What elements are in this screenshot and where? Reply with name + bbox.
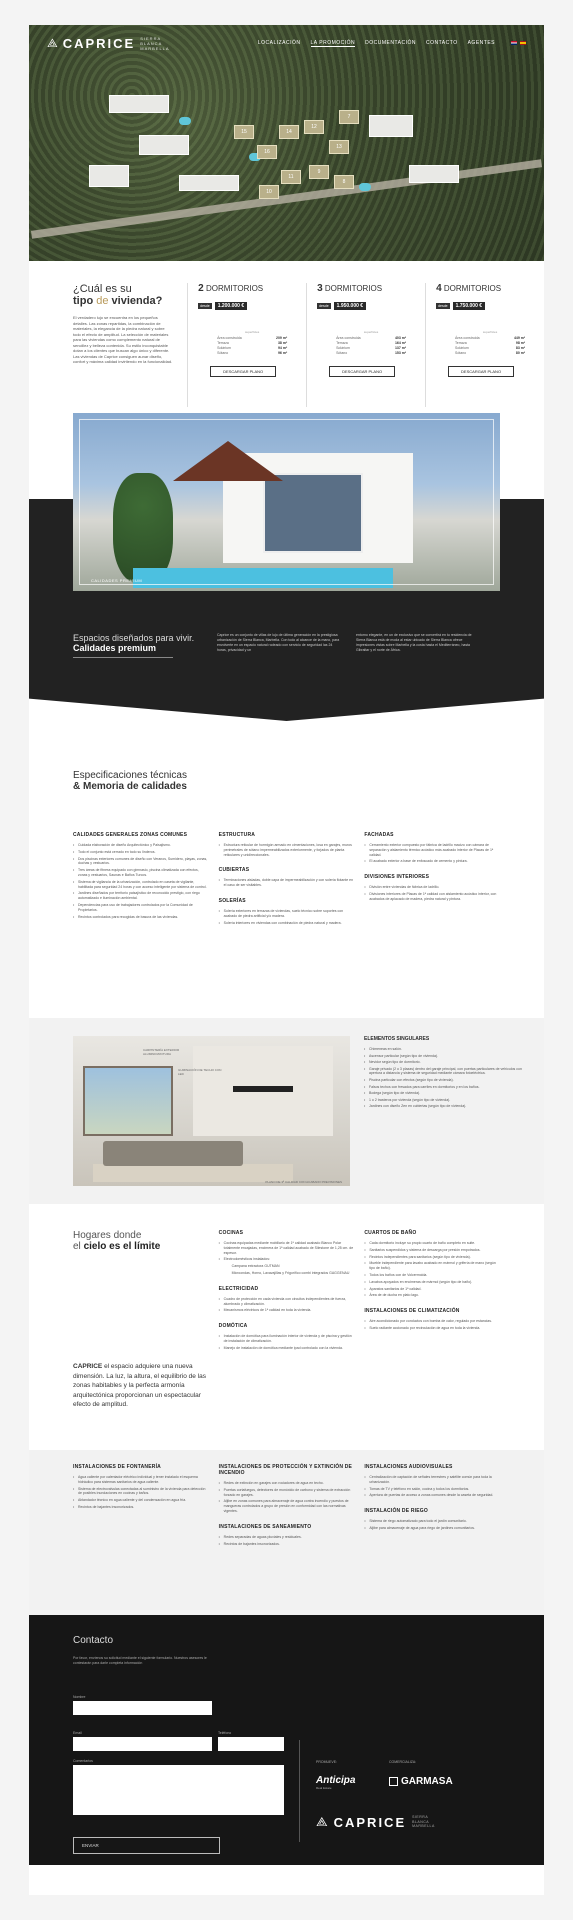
list-item: • Recintos controlados para recogidas de basura de las viviendas. (73, 915, 209, 920)
specs-header: superficies (244, 330, 260, 334)
gallery-paragraph-1: Caprice es un conjunto de villas de lujo de última generación en la prestigiosa urbanización de Sierra Blanca, Marbella. Con todo al alcance de la mano, para envolverte en un espacio natural rodeado con servicio de seguridad las 24 horas, privacidad y un (217, 633, 340, 652)
list-item: • Instalación de domótica para iluminación interior de vivienda y de piscina y gestión de instalación de climatización. (219, 1334, 355, 1344)
garmasa-logo[interactable] (389, 1776, 453, 1787)
spec-value: 209 m² (276, 336, 288, 340)
callout-label: CARPINTERÍA EXTERIOR ALUMINIO/ROTURA (143, 1048, 180, 1056)
specs-heading (73, 770, 500, 792)
spec-list (364, 1519, 500, 1531)
caprice-logo-icon: ⟁ (47, 35, 58, 50)
plot[interactable]: 8 (334, 175, 354, 189)
unit-card-4-bed (425, 283, 544, 407)
unit-num: 4 (436, 283, 442, 294)
email-label: Email (73, 1731, 82, 1735)
divider (299, 1740, 300, 1842)
list-item: • Cuidada elaboración de diseño Arquitectónico y Paisajismo. (73, 843, 209, 848)
list-item: • Apertura de puertas de acceso a zonas comunes desde la caseta de seguridad. (364, 1493, 500, 1498)
spec-label: Área construida (217, 336, 242, 340)
list-item: • Jardines con diseño Zen en cubiertas (según tipo de vivienda). (364, 1104, 534, 1109)
spec-heading: CALIDADES GENERALES ZONAS COMUNES (73, 832, 188, 838)
menu-item-promocion[interactable]: LA PROMOCIÓN (310, 39, 356, 46)
list-item: • Sistema de vigilancia de la urbanización, controlado en caseta de vigilante, habilitada para seguridad 24 horas y con acceso inteligente por sistema de control. (73, 880, 209, 890)
spec-value: 403 m² (394, 336, 407, 340)
list-item: • Piscina particular con efectos (según tipo de vivienda). (364, 1078, 534, 1083)
list-item: • Recintos de bajantes insonorizados. (73, 1505, 209, 1510)
price-box (198, 302, 247, 310)
spec-list (364, 885, 500, 901)
heading-part: de (96, 295, 109, 307)
name-label: Nombre (73, 1695, 86, 1699)
plot[interactable]: 15 (234, 125, 254, 139)
spec-heading: COCINAS (218, 1230, 244, 1236)
spec-label: Área construida (336, 336, 361, 340)
plot[interactable]: 11 (281, 170, 301, 184)
spec-label: Solárium (455, 346, 469, 350)
price-value: 1.750.000 € (453, 302, 485, 310)
list-item: • Sistema de riego automatizado para todo el jardín comunitario. (364, 1519, 500, 1524)
spacer (219, 1516, 355, 1524)
installations-section (29, 1450, 544, 1615)
spec-heading: ESTRUCTURA (218, 832, 256, 838)
spacer (219, 1315, 355, 1323)
brand-sub: SIERRA BLANCA MARBELLA (412, 1815, 435, 1829)
spanish-flag-icon[interactable] (520, 41, 526, 45)
spec-heading: SOLERÍAS (218, 897, 246, 904)
plot[interactable]: 16 (257, 145, 277, 159)
photo-frame (79, 419, 494, 585)
contact-intro: Por favor, envíenos su solicitud mediante el siguiente formulario. Nuestros asesores le contestarán para darle completa información (73, 1656, 207, 1665)
specs-header: superficies (482, 330, 498, 334)
spec-list (219, 1481, 355, 1514)
photo-caption: PLANO DE 3ª CALIDAD CON ACABADO PREVISIONES (265, 1180, 342, 1184)
spacer (219, 890, 355, 898)
spec-label: Área construida (455, 336, 480, 340)
anticipa-logo[interactable] (316, 1775, 355, 1790)
spec-heading: INSTALACIONES DE CLIMATIZACIÓN (364, 1308, 460, 1315)
spec-list (73, 1475, 209, 1510)
plot[interactable]: 10 (259, 185, 279, 199)
price-from: desde (319, 304, 329, 308)
spec-columns (73, 832, 500, 927)
list-item: Microondas, Horno, Lavavajillas y Frigorífico combi integrados GAGGENAU (231, 1270, 350, 1275)
price-value: 1.950.000 € (334, 302, 366, 310)
hogares-section (29, 1204, 544, 1450)
spec-label: Sótano (455, 351, 467, 355)
heading-part: & Memoria de calidades (73, 781, 187, 792)
list-item: • Jardines diseñados por territorio paisajístico de reconocido prestigio, con riego automatizado e iluminación ambiental. (73, 891, 209, 901)
list-item: • Manejo de instalación de domótica mediante ipad controlado con la vivienda. (219, 1346, 355, 1351)
phone-label: Teléfono (218, 1731, 232, 1735)
building (409, 165, 459, 183)
list-item: • Mueble independiente para lavabo acabado en mármol y grifería de mano (según tipo de baño). (364, 1261, 500, 1271)
menu-item-localizacion[interactable]: LOCALIZACIÓN (257, 40, 301, 46)
menu-item-documentacion[interactable]: DOCUMENTACIÓN (365, 40, 416, 46)
spec-list (364, 1047, 534, 1109)
list-item: • Lavabos apoyados en encimeras de mármol (según tipo de baño). (364, 1280, 500, 1285)
brand-logo[interactable] (47, 36, 168, 51)
spec-list (219, 843, 355, 857)
list-item: • Mecanismos eléctricos de 1ª calidad en toda la vivienda. (219, 1308, 355, 1313)
building (89, 165, 129, 187)
spec-list (364, 1241, 500, 1298)
unit-specs (436, 330, 544, 356)
spec-list (364, 843, 500, 864)
list-item: • División entre viviendas de fábrica de ladrillo. (364, 885, 500, 890)
name-input[interactable] (73, 1701, 212, 1715)
divider (73, 657, 173, 658)
chevron-divider (29, 693, 544, 721)
spec-label: Sótano (217, 351, 229, 355)
plot[interactable]: 14 (279, 125, 299, 139)
photo-caption: CALIDADES PREMIUM (91, 578, 143, 583)
brand-sub: SIERRA BLANCA MARBELLA (140, 35, 170, 51)
spec-value: 83 m² (515, 346, 526, 350)
heading-part: vivienda? (111, 295, 163, 307)
list-item: • Aire acondicionado por conductos con bomba de calor, regulado por estancias. (364, 1319, 500, 1324)
building (139, 135, 189, 155)
spec-value: 98 m² (515, 341, 526, 345)
price-value: 1.200.000 € (215, 302, 247, 310)
price-from: desde (200, 304, 210, 308)
list-item: • Garaje privado (2 o 3 plazas) dentro del garaje principal, con puertas particulares de vehículos con apertura a distancia y sistema de seguridad mediante cámara fotoeléctrica. (364, 1067, 534, 1076)
list-item: • Recintos de bajantes insonorizados. (219, 1542, 355, 1547)
list-item: • Tres áreas de fitness equipado con gimnasio, piscina climatizada con efectos, zonas y vestuarios, Saunas e Baños Turcos. (73, 868, 209, 878)
list-item: • El acabado exterior a base de enfoscado de cemento y pintura. (364, 859, 500, 864)
anticipa-sub: Real Estate (316, 1786, 332, 1790)
price-box (317, 302, 366, 310)
list-item: • Sistema de electrovalvulas conectadas al suministro de la vivienda para detección de posibles inundaciones en cocinas y baños. (73, 1487, 209, 1497)
spec-label: Sótano (336, 351, 348, 355)
unit-specs (198, 330, 306, 356)
spec-label: Solárium (217, 346, 231, 350)
list-item: • Aljibe para almacenaje de agua para riego de jardines comunitarios. (364, 1526, 500, 1531)
list-item: • Estructura reticular de hormigón armado en cimentaciones, losa en garajes, muros perimetrales de sótano impermeabilizados exteriormente, y forjados de planta reticulares y unidireccionales. (219, 843, 355, 857)
list-item: • Ablandador técnico en agua caliente y del condensación en agua fría. (73, 1498, 209, 1503)
promoter-label: PROMUEVE: (316, 1760, 338, 1764)
room-fireplace (233, 1086, 293, 1092)
garmasa-name: GARMASA (401, 1776, 453, 1787)
spec-value: 96 m² (277, 351, 288, 355)
list-item: • Electrodomésticos instalados: (219, 1257, 355, 1262)
list-item: • Nevidor según tipo de dormitorio. (364, 1060, 534, 1065)
list-item: • Dos piscinas exteriores comunes de diseño con Veranos, Sumidero, playas, zonas, duchas y vestuarios. (73, 857, 209, 867)
villa-photo[interactable] (73, 413, 500, 591)
gallery-section (29, 407, 544, 694)
spec-list (219, 909, 355, 925)
unit-type-question (73, 283, 177, 407)
list-item: Campana extractora GUTMAN (231, 1264, 280, 1269)
spec-col-fachadas (364, 832, 500, 927)
spacer (364, 866, 500, 874)
footer-brand-logo[interactable] (316, 1814, 446, 1830)
contact-section (29, 1615, 544, 1865)
spec-heading: FACHADAS (364, 832, 394, 838)
list-item: • Cocinas equipadas mediante mobiliario de 1ª calidad acabado Blanco Polar totalmente encajadas, encimera de 1ª calidad acabado de Silestone de 1,25 cm. de espesor. (219, 1241, 355, 1255)
spec-row (455, 351, 525, 356)
spec-label: Terraza (455, 341, 467, 345)
unit-title (317, 283, 425, 294)
list-item: • Aljibe en zonas comunes para almacenaje de agua contra incendio y puestos de mangueras controlados a grupo de presión en conformidad con las normativas vigentes. (219, 1499, 355, 1513)
pool (359, 183, 371, 191)
spec-heading: CUARTOS DE BAÑO (364, 1230, 417, 1236)
list-item: • Tomas de TV y teléfono en salón, cocina y todos los dormitorios. (364, 1487, 500, 1492)
spec-col-zonas-comunes (73, 832, 209, 927)
spacer (219, 1278, 355, 1286)
brand-name: CAPRICE (333, 1814, 407, 1830)
language-switcher (511, 41, 526, 45)
list-item: • Aparatos sanitarios de 1ª calidad. (364, 1287, 500, 1292)
gallery-heading (73, 633, 203, 653)
spec-value: 80 m² (515, 351, 526, 355)
list-item: • Terminaciones aisladas, doble capa de impermeabilización y con solería flotante en el caso de ser visitables. (219, 878, 355, 888)
hogares-statement (73, 1362, 209, 1410)
heading-part: ¿Cuál es su (73, 283, 132, 295)
statement-brand: CAPRICE (73, 1363, 103, 1370)
garmasa-icon (389, 1777, 398, 1786)
list-item: • Recintos independientes para sanitarios (según tipo de vivienda). (364, 1255, 500, 1260)
list-item: • Todo el conjunto está cerrado en todo su linderos. (73, 850, 209, 855)
download-plan-button[interactable]: DESCARGAR PLANO (329, 366, 395, 377)
spec-row (336, 351, 406, 356)
spec-heading: ELECTRICIDAD (218, 1285, 259, 1292)
price-box (436, 302, 485, 310)
list-item: • Puertas cortafuegos, detectores de monóxido de carbono y sistema de extracción forzado en garajes. (219, 1488, 355, 1498)
building (369, 115, 413, 137)
living-room-photo[interactable] (73, 1036, 350, 1186)
list-item: • Redes separadas de aguas pluviales y residuales. (219, 1535, 355, 1540)
spec-col-banos (364, 1230, 500, 1450)
spec-value: 137 m² (394, 346, 407, 350)
list-item: • Suelo radiante accionado por recirculación de agua en toda la vivienda. (364, 1326, 500, 1331)
heading-part: Hogares donde (73, 1230, 142, 1241)
spec-heading: INSTALACIONES DE PROTECCIÓN Y EXTINCIÓN DE INCENDIO (218, 1464, 353, 1476)
unit-types-section (29, 261, 544, 407)
spec-value: 153 m² (394, 351, 407, 355)
brand-name: CAPRICE (62, 35, 136, 51)
spec-col-cocinas (219, 1230, 355, 1450)
unit-type: DORMITORIOS (324, 284, 383, 293)
plot[interactable]: 13 (329, 140, 349, 154)
list-item: • Sanitarios suspendidos y sistema de descarga por presión empotrados. (364, 1248, 500, 1253)
unit-card-3-bed (306, 283, 425, 407)
spec-list (73, 843, 209, 919)
list-item: • Bodega (según tipo de vivienda). (364, 1091, 534, 1096)
statement-text: el espacio adquiere una nueva dimensión. La luz, la altura, el equilibrio de las zonas habitables y la perfecta armonía arquitectónica proporcionan un espectacular efecto de amplitud. (73, 1363, 206, 1408)
contact-title: Contacto (73, 1635, 114, 1646)
download-plan-button[interactable]: DESCARGAR PLANO (210, 366, 276, 377)
marketer-label: COMERCIALIZA: (389, 1760, 417, 1764)
heading-part: Calidades premium (73, 643, 157, 653)
heading-part: el (73, 1241, 81, 1252)
spec-col-incendio (219, 1464, 355, 1615)
spec-col-estructura (219, 832, 355, 927)
interior-section (29, 1018, 544, 1204)
spec-heading: INSTALACIONES DE SANEAMIENTO (218, 1523, 312, 1530)
list-item: • Redes de extinción en garajes con rociadores de agua en techo. (219, 1481, 355, 1486)
unit-title (436, 283, 544, 294)
email-input[interactable] (73, 1737, 212, 1751)
spacer (219, 859, 355, 867)
spec-sublist (219, 1264, 355, 1276)
unit-card-2-bed (187, 283, 306, 407)
spec-label: Solárium (336, 346, 350, 350)
unit-num: 3 (317, 283, 323, 294)
spec-label: Terraza (217, 341, 229, 345)
specs-header: superficies (363, 330, 379, 334)
list-item: • Dependencias para uso de trabajadores controlados por la Comunidad de Propietarios. (73, 903, 209, 913)
caprice-logo-icon: ⟁ (316, 1814, 328, 1829)
list-item: • Centralización de captación de señales terrestres y satélite común para toda la urbanización. (364, 1475, 500, 1485)
list-item: • Solería interiores en viviendas con combinación de piedra natural y madera. (219, 921, 355, 926)
plot[interactable]: 7 (339, 110, 359, 124)
spec-col-fontaneria (73, 1464, 209, 1615)
pool (179, 117, 191, 125)
room-sofa (103, 1141, 243, 1166)
spec-row (217, 351, 287, 356)
heading-part: cielo es el límite (83, 1241, 161, 1252)
hogares-intro (73, 1230, 209, 1450)
main-menu (258, 40, 526, 47)
building (109, 95, 169, 113)
gallery-paragraph-2: entorno elegante, en un de exclusivo que se convertirá en tu residencia de Sierra Blanca está de moda al estar ubicado de Sierra Blanca ofrece impresiones vistas sobre Marbella y la costa hasta el Mediterráneo, hasta Gibraltar y el norte de África. (356, 633, 472, 652)
spec-list (219, 1535, 355, 1547)
spec-value: 94 m² (277, 346, 288, 350)
list-item: • Falsos techos con fresados para carriles en dormitorios y en los baños. (364, 1085, 534, 1090)
list-item: • Cuadro de protección en cada vivienda con circuitos independientes de fuerza, alumbrado y climatización. (219, 1297, 355, 1307)
spec-heading: CUBIERTAS (218, 867, 250, 874)
unit-type: DORMITORIOS (205, 284, 264, 293)
price-from: desde (438, 304, 448, 308)
unit-specs (317, 330, 425, 356)
spec-heading: DOMÓTICA (218, 1323, 248, 1330)
spec-value: 38 m² (277, 341, 288, 345)
menu-item-agentes[interactable]: AGENTES (467, 40, 495, 46)
spec-heading: DIVISIONES INTERIORES (364, 874, 430, 881)
spec-list (219, 1334, 355, 1350)
english-flag-icon[interactable] (511, 41, 517, 45)
gallery-text (73, 633, 481, 658)
spec-col-audiovisuales (364, 1464, 500, 1615)
list-item: • 1 o 2 trasteros por vivienda (según tipo de vivienda). (364, 1098, 534, 1103)
list-item: • Divisiones interiores de Placas de 1ª calidad con aislamiento acústico interior, con acabados de aplacado de madera, piedra natural y pintura. (364, 892, 500, 902)
building (179, 175, 239, 191)
plot[interactable]: 9 (309, 165, 329, 179)
spec-heading: INSTALACIONES AUDIOVISUALES (364, 1464, 453, 1470)
spec-heading: INSTALACIONES DE FONTANERÍA (73, 1464, 161, 1470)
phone-input[interactable] (218, 1737, 284, 1751)
unit-type: DORMITORIOS (443, 284, 502, 293)
heading-part: Especificaciones técnicas (73, 770, 187, 781)
unit-type-heading (73, 283, 177, 307)
list-item: • Cada dormitorio incluye su propio cuarto de baño completo en suite. (364, 1241, 500, 1246)
comments-label: Comentarios (73, 1759, 93, 1763)
singular-elements (364, 1036, 534, 1204)
list-item: • Agua caliente por calentador eléctrico individual y tener instalado el esquema hidráulico para sistemas sanitarios de agua caliente. (73, 1475, 209, 1485)
heading-part: Espacios diseñados para vivir. (73, 633, 195, 643)
spec-list (219, 878, 355, 888)
spec-value: 164 m² (394, 341, 407, 345)
specifications-section (29, 720, 544, 1018)
spacer (364, 1300, 500, 1308)
comments-textarea[interactable] (73, 1765, 284, 1815)
unit-num: 2 (198, 283, 204, 294)
plot[interactable]: 12 (304, 120, 324, 134)
send-button[interactable]: ENVIAR (73, 1837, 220, 1854)
unit-title (198, 283, 306, 294)
spec-list (219, 1241, 355, 1262)
download-plan-button[interactable]: DESCARGAR PLANO (448, 366, 514, 377)
spec-list (219, 1297, 355, 1313)
page (29, 25, 544, 1895)
heading-part: tipo (73, 295, 94, 307)
spec-heading: INSTALACIÓN DE RIEGO (364, 1508, 428, 1515)
list-item: • Área de de ducha en plato lago. (364, 1293, 500, 1298)
list-item: • Cerramiento exterior compuesto por fábrica de ladrillo macizo con cámara de separación y aislamiento térmico acústico más acabado interior de Placas de 1ª calidad. (364, 843, 500, 857)
menu-item-contacto[interactable]: CONTACTO (426, 40, 458, 46)
gallery-heading-block (73, 633, 203, 658)
spacer (364, 1500, 500, 1508)
top-nav (29, 25, 544, 61)
list-item: • Todos los baños con de Volcermoida. (364, 1273, 500, 1278)
list-item: • Ascensor particular (según tipo de vivienda). (364, 1054, 534, 1059)
room-rug (93, 1164, 293, 1182)
spec-list (364, 1475, 500, 1498)
callout-label: ILUMINACIÓN DE TECHO CON LED (178, 1068, 222, 1076)
spec-heading: ELEMENTOS SINGULARES (364, 1036, 430, 1042)
spec-value: 449 m² (513, 336, 526, 340)
hero-aerial (29, 25, 544, 261)
list-item: • Solería exteriores en terrazas de viviendas, suelo técnico sobre soportes con acabado de piedra artificial y/o madera. (219, 909, 355, 919)
room-window (83, 1066, 173, 1136)
anticipa-name: Anticipa (316, 1775, 356, 1786)
spec-label: Terraza (336, 341, 348, 345)
spec-list (364, 1319, 500, 1331)
list-item: • Chimeneas en salón. (364, 1047, 534, 1052)
hogares-heading (73, 1230, 209, 1252)
intro-text: El verdadero lujo se encuentra en los pequeños detalles. Las zonas repartidas, la combinación de materiales, la elegancia de la piedra natural y sobre todo el efecto de amplitud. La selección de materiales para las viviendas como complemento natural de sencillez y belleza contenida. Su estilo inconquistable dotan a los clientes que buscan algo único y diferente. Las viviendas de Caprice consiguen aunar diseño, confort y máxima calidad invirtiendo en la funcionalidad. (73, 315, 173, 364)
